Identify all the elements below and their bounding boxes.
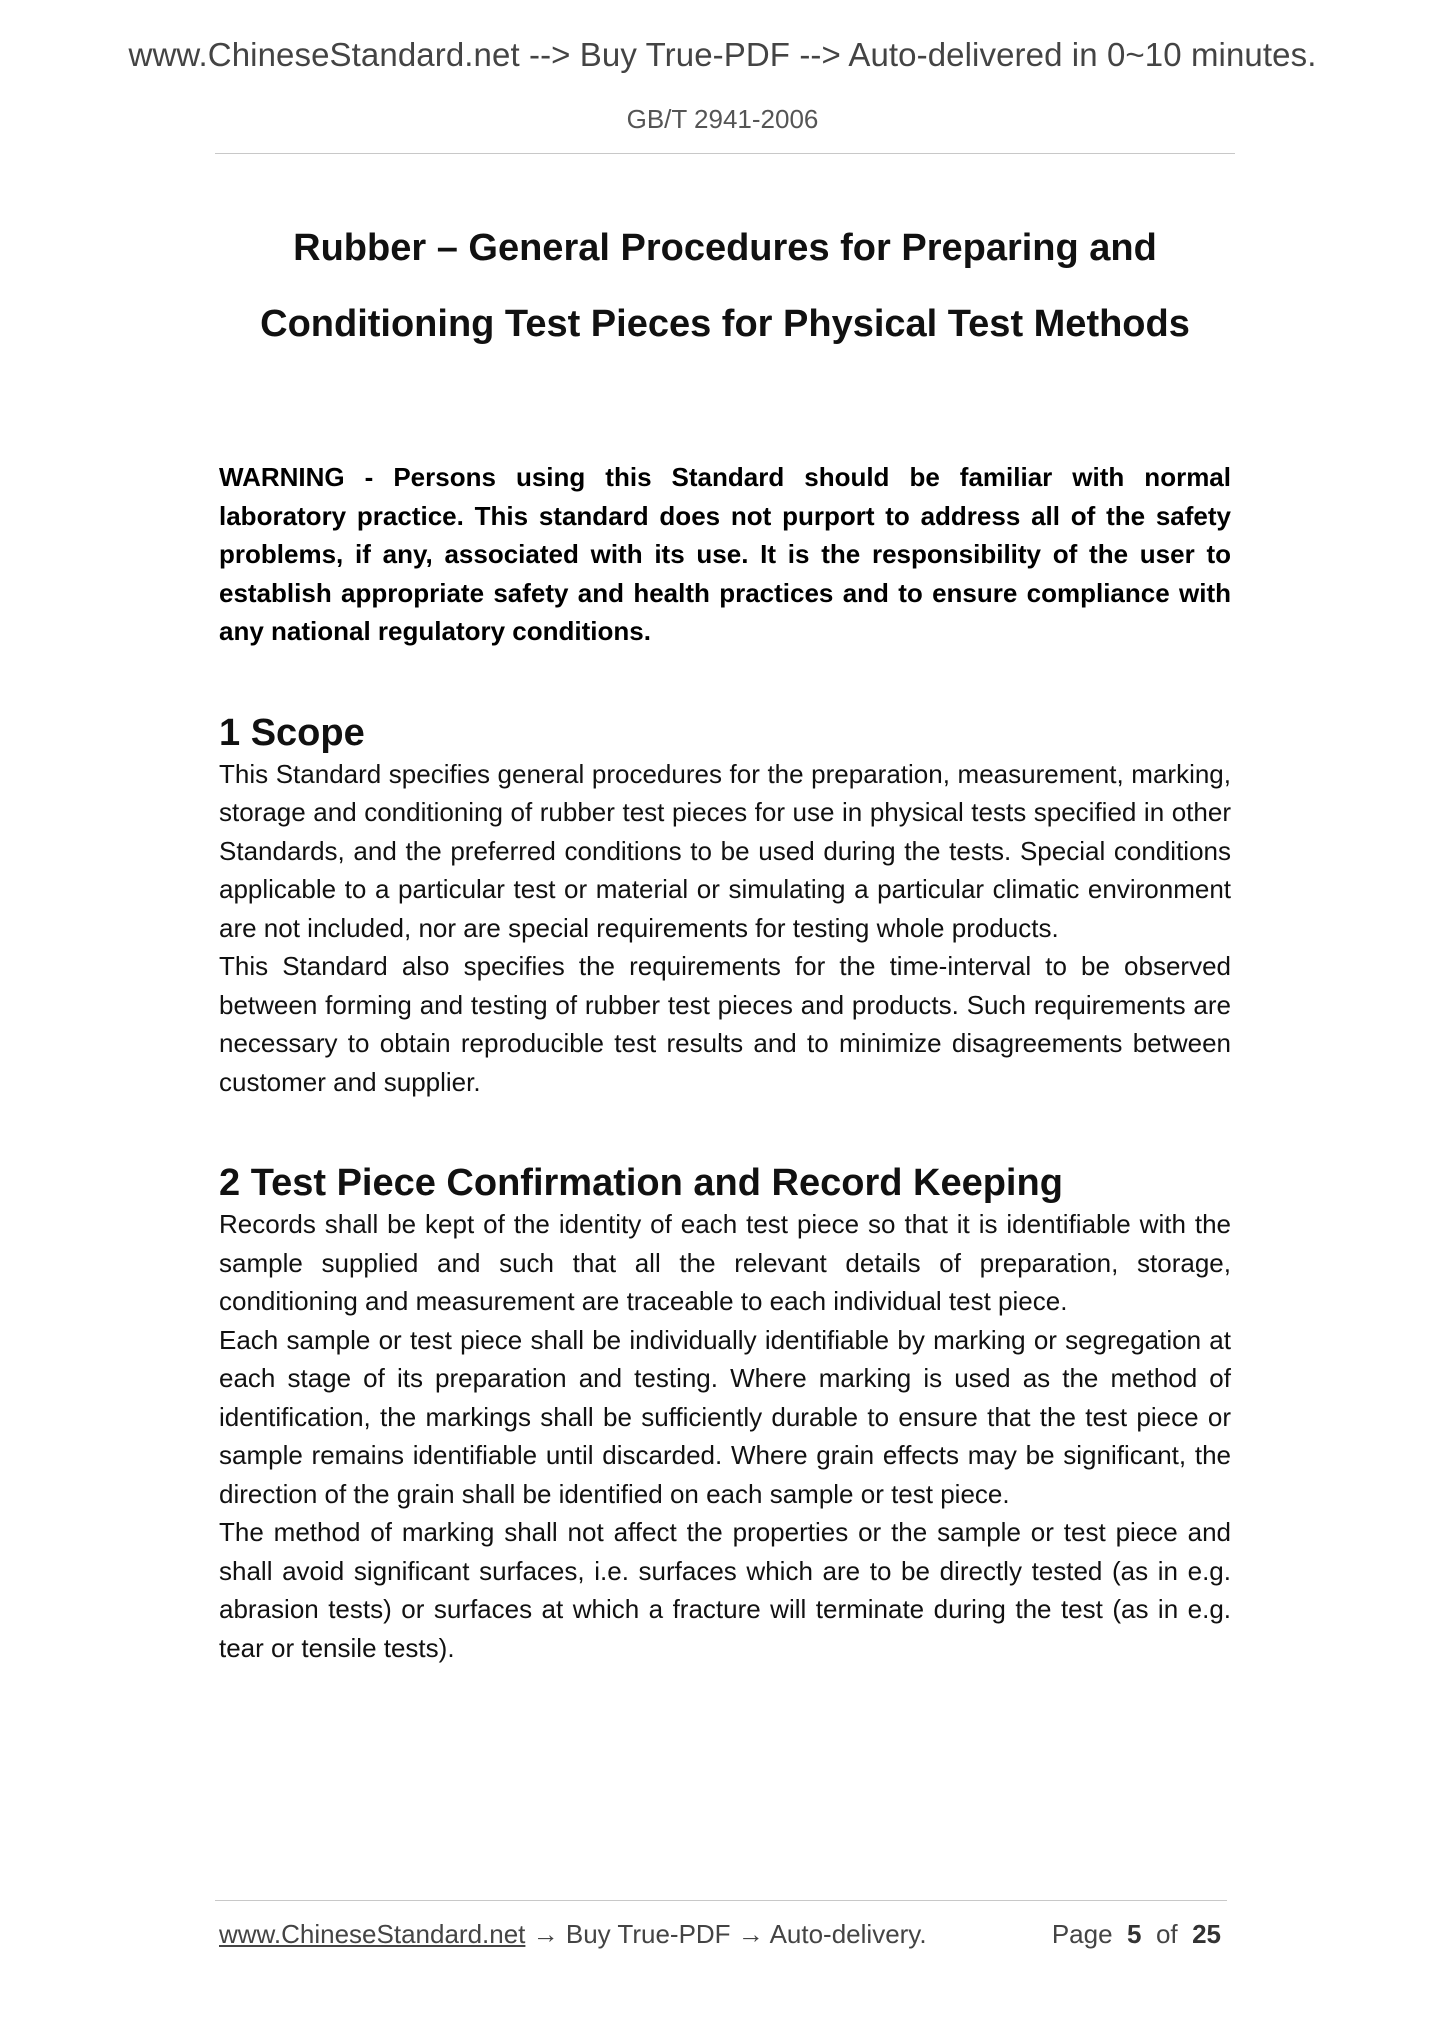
standard-code: GB/T 2941-2006 — [626, 104, 819, 134]
header-divider — [215, 153, 1235, 154]
page-label: Page — [1051, 1919, 1113, 1949]
footer-website-link[interactable]: www.ChineseStandard.net — [219, 1919, 526, 1949]
of-label: of — [1155, 1919, 1178, 1949]
page-indicator — [1052, 1919, 1221, 1950]
title-line-1: Rubber – General Procedures for Preparing and — [293, 227, 1157, 269]
section-heading-test-piece: 2 Test Piece Confirmation and Record Keeping — [219, 1162, 1063, 1204]
document-title — [215, 210, 1235, 362]
test-piece-paragraph-2: Each sample or test piece shall be individually identifiable by marking or segregation at each stage of its preparation and testing. Where marking is used as the method of identification, the markings shall be sufficiently durable to ensure that the test piece or sample remains identifiable until discarded. Where grain effects may be significant, the direction of the grain shall be identified on each sample or test piece. — [219, 1324, 1231, 1509]
section-heading-scope: 1 Scope — [219, 711, 365, 754]
top-banner: www.ChineseStandard.net --> Buy True-PDF --> Auto-delivered in 0~10 minutes. — [128, 36, 1317, 73]
footer-divider — [215, 1900, 1227, 1901]
page-number: 5 — [1127, 1919, 1142, 1949]
warning-paragraph: WARNING - Persons using this Standard should be familiar with normal laboratory practice. This standard does not purport to address all of the safety problems, if any, associated with its use. It is the responsibility of the user to establish appropriate safety and health practices and to ensure compliance with any national regulatory conditions. — [219, 462, 1231, 646]
scope-paragraph-2: This Standard also specifies the requirements for the time-interval to be observed between forming and testing of rubber test pieces and products. Such requirements are necessary to obtain reproducible test results and to minimize disagreements between customer and supplier. — [219, 951, 1231, 1097]
test-piece-paragraph-1: Records shall be kept of the identity of each test piece so that it is identifiable with the sample supplied and such that all the relevant details of preparation, storage, conditioning and measurement are traceable to each individual test piece. — [219, 1209, 1231, 1316]
document-body — [219, 458, 1231, 1667]
footer-tagline: → Buy True-PDF → Auto-delivery. — [525, 1919, 927, 1949]
test-piece-paragraph-3: The method of marking shall not affect the properties or the sample or test piece and shall avoid significant surfaces, i.e. surfaces which are to be directly tested (as in e.g. abrasion tests) or surfaces at which a fracture will terminate during the test (as in e.g. tear or tensile tests). — [219, 1517, 1231, 1663]
page-footer — [219, 1919, 1231, 1950]
total-pages: 25 — [1192, 1919, 1221, 1949]
title-line-2: Conditioning Test Pieces for Physical Test Methods — [260, 303, 1190, 345]
scope-paragraph-1: This Standard specifies general procedures for the preparation, measurement, marking, storage and conditioning of rubber test pieces for use in physical tests specified in other Standards, and the preferred conditions to be used during the tests. Special conditions applicable to a particular test or material or simulating a particular climatic environment are not included, nor are special requirements for testing whole products. — [219, 758, 1231, 943]
